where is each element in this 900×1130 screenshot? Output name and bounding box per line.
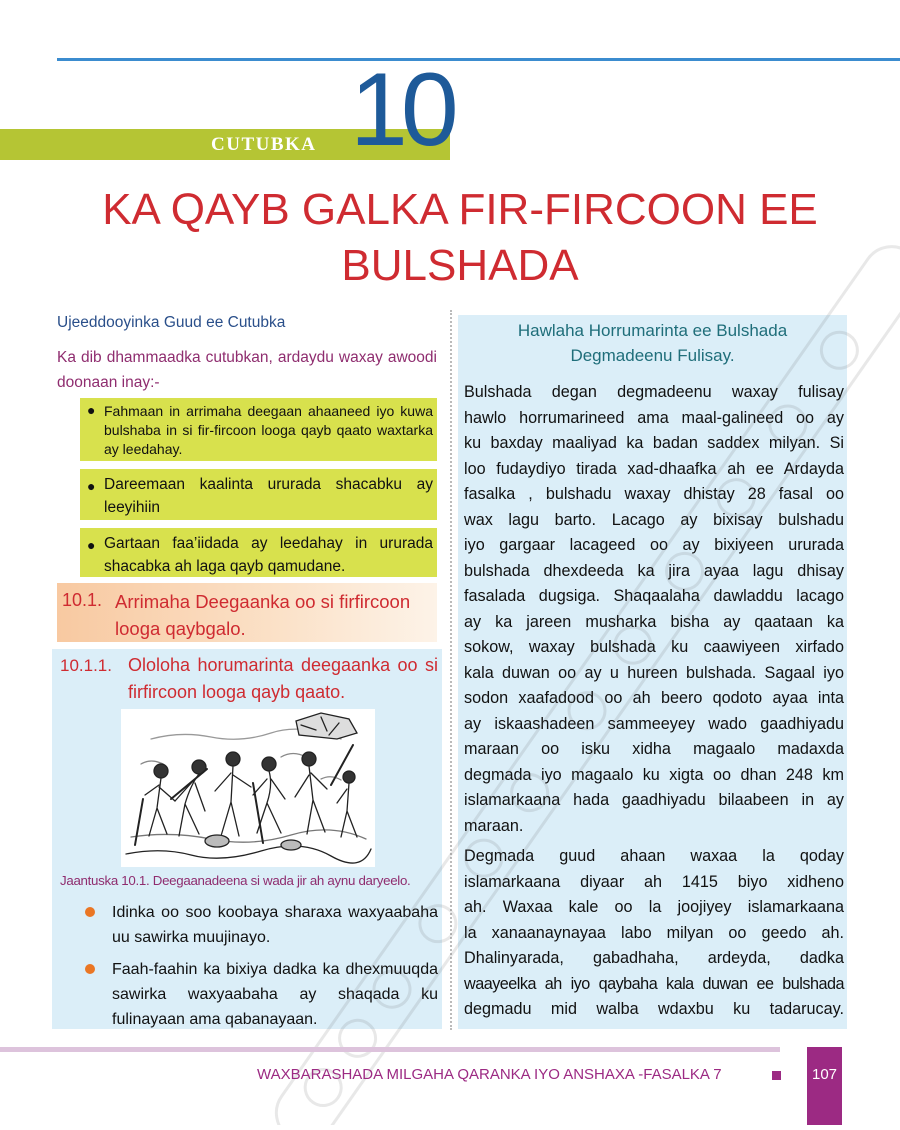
community-work-illustration [121, 709, 375, 867]
chapter-number: 10 [350, 52, 452, 168]
paragraph-line: la xanaanaynayaa labo milyan oo geedo ah. [464, 923, 844, 942]
paragraph-line: kala duwan oo ay u hureen bulshada. Sagaal iyo [464, 663, 844, 682]
paragraph-line: waayeelka ah iyo qaybaha kala duwan ee bulshada [464, 974, 844, 993]
activity-item: Faah-faahin ka bixiya dadka ka dhexmuuqda sawirka waxyaabaha ay shaqada ku fulinayaan ama qabanayaan. [112, 961, 438, 1028]
footer-book-title: WAXBARASHADA MILGAHA QARANKA IYO ANSHAXA -FASALKA 7 [257, 1066, 722, 1083]
paragraph-line: hawlo horrumarineed ama maal-galineed oo ay [464, 408, 844, 427]
subsection-title: Ololoha horumarinta deegaanka oo si firfircoon looga qayb qaato. [128, 655, 438, 702]
orange-bullet-icon [85, 964, 95, 974]
paragraph-line: sokow, waxay bulshada ku caawiyeen xirfado [464, 638, 844, 656]
paragraph-line: fasalada dugsiga. Shaqaalaha dawladdu lacago [464, 587, 844, 605]
figure-caption: Jaantuska 10.1. Deegaanadeena si wada jir ah aynu daryeelo. [60, 873, 411, 888]
objective-item [80, 469, 437, 520]
column-divider [450, 310, 452, 1030]
paragraph-line: bulshada dhexdeeda ka jira ayaa lagu dhisay [464, 561, 844, 580]
objective-item [80, 528, 437, 577]
orange-bullet-icon [85, 907, 95, 917]
objective-text: Dareemaan kaalinta ururada shacabku ay leeyihiin [104, 476, 433, 516]
page-number: 107 [811, 1066, 838, 1083]
paragraph-line: ay iskaashadeen sammeeyey wado gaadhiyadu [464, 714, 844, 733]
objectives-heading: Ujeeddooyinka Guud ee Cutubka [57, 314, 286, 331]
footer-rule [0, 1047, 780, 1052]
paragraph-line: islamarkaana diyaar ah 1415 biyo xidheno [464, 872, 844, 891]
page-number-bar [807, 1047, 842, 1125]
page-title [80, 182, 840, 294]
paragraph-line: Bulshada degan degmadeenu waxay fulisay [464, 383, 844, 401]
objective-item [80, 398, 437, 461]
paragraph-line: maraan oo isku xidha magaalo madaxda [464, 740, 844, 758]
paragraph-line: maraan. [464, 816, 524, 835]
paragraph-line: sodon xaafadood oo ah beero qodoto ayaa inta [464, 689, 844, 707]
paragraph-line: ku baxday maaliyad ka badan saddex milyan. Si [464, 434, 844, 452]
paragraph-line: degmadu mid walba wdaxbu ku tadarucay. [464, 1000, 844, 1018]
chapter-label: CUTUBKA [211, 134, 317, 155]
paragraph-line: fasalka , bulshadu waxay dhistay 28 fasal oo [464, 485, 844, 503]
page-title-line-2: BULSHADA [341, 241, 579, 290]
section-number: 10.1. [62, 590, 103, 610]
paragraph-line: loo fudaydiyo tirada xad-dhaafka ah ee Ardayda [464, 459, 844, 478]
case-study-heading [458, 318, 847, 368]
paragraph-line: Degmada guud ahaan waxaa la qoday [464, 847, 844, 865]
bullet-icon: ● [87, 537, 96, 553]
footer-square-icon [772, 1071, 781, 1080]
paragraph-line: wax lagu barto. Lacago ay bixisay bulshadu [464, 510, 844, 529]
paragraph-line: degmada iyo magaalo ku xigta oo dhan 248 km [464, 765, 844, 784]
top-rule [57, 58, 900, 61]
bullet-icon: ● [87, 478, 96, 494]
case-study-heading-line-2: Degmadeenu Fulisay. [570, 346, 735, 365]
paragraph-line: ah. Waxaa kale oo la joojiyey islamarkaana [464, 898, 844, 916]
page-title-line-1: KA QAYB GALKA FIR-FIRCOON EE [102, 185, 818, 234]
section-title: Arrimaha Deegaanka oo si firfircoon looga qaybgalo. [115, 591, 411, 639]
paragraph-line: ay ka jareen musharka bisha ay qaataan ka [464, 612, 844, 631]
paragraph-line: iyo gargaar lacageed oo ay bixiyeen ururada [464, 536, 844, 554]
paragraph-line: Dhalinyarada, gabadhaha, ardeyda, dadka [464, 949, 844, 967]
paragraph-line: islamarkaana hada gaadhiyadu bilaabeen in ay [464, 791, 844, 809]
objective-text: Fahmaan in arrimaha deegaan ahaaneed iyo kuwa bulshaba in si fir-fircoon looga qayb qaato waxtarka ay leedahay. [104, 403, 433, 457]
objectives-intro: Ka dib dhammaadka cutubkan, ardaydu waxay awoodi doonaan inay:- [57, 349, 437, 391]
activity-item: Idinka oo soo koobaya sharaxa waxyaabaha uu sawirka muujinayo. [112, 904, 438, 946]
subsection-number: 10.1.1. [60, 656, 112, 675]
bullet-icon: ● [87, 402, 96, 418]
objective-text: Gartaan faa’iidada ay leedahay in ururada shacabka ah laga qayb qamudane. [104, 535, 433, 575]
case-study-heading-line-1: Hawlaha Horrumarinta ee Bulshada [517, 321, 788, 340]
